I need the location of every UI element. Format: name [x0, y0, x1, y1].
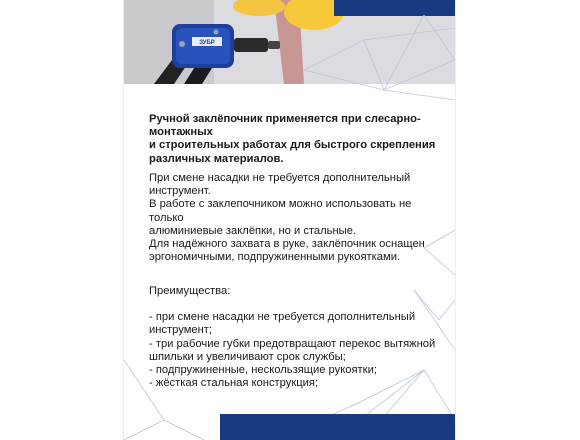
product-photo: [124, 0, 455, 84]
page-border-right: [455, 0, 456, 440]
lead-paragraph: [149, 113, 449, 166]
advantage-line: инструмент;: [149, 324, 213, 337]
footer-band: [220, 414, 455, 440]
description-line: алюминиевые заклёпки, но и стальные.: [149, 224, 357, 237]
advantage-line: - подпружиненные, нескользящие рукоятки;: [149, 364, 377, 377]
advantages-heading: Преимущества:: [149, 285, 231, 297]
description-line: Для надёжного захвата в руке, заклёпочник оснащен: [149, 238, 425, 251]
advantage-line: - жёсткая стальная конструкция;: [149, 377, 319, 390]
brand-label: ЗУБР: [199, 40, 215, 46]
product-description-page: [124, 0, 455, 440]
lead-line: Ручной заклёпочник применяется при слесарно-монтажных: [149, 113, 421, 139]
lead-line: различных материалов.: [149, 152, 284, 165]
advantages-section: [149, 285, 449, 390]
advantage-line: - при смене насадки не требуется дополнительный: [149, 311, 416, 324]
description-line: При смене насадки не требуется дополнительный инструмент.: [149, 172, 411, 198]
description-paragraph: [149, 172, 449, 264]
description-line: эргономичными, подпружиненными рукоятками.: [149, 251, 401, 264]
description-line: В работе с заклепочником можно использовать не только: [149, 198, 412, 224]
header-band: [124, 0, 455, 16]
advantage-line: - три рабочие губки предотвращают перекос вытяжной: [149, 337, 436, 350]
lead-line: и строительных работах для быстрого скрепления: [149, 139, 436, 152]
advantage-line: шпильки и увеличивают срок службы;: [149, 350, 346, 363]
